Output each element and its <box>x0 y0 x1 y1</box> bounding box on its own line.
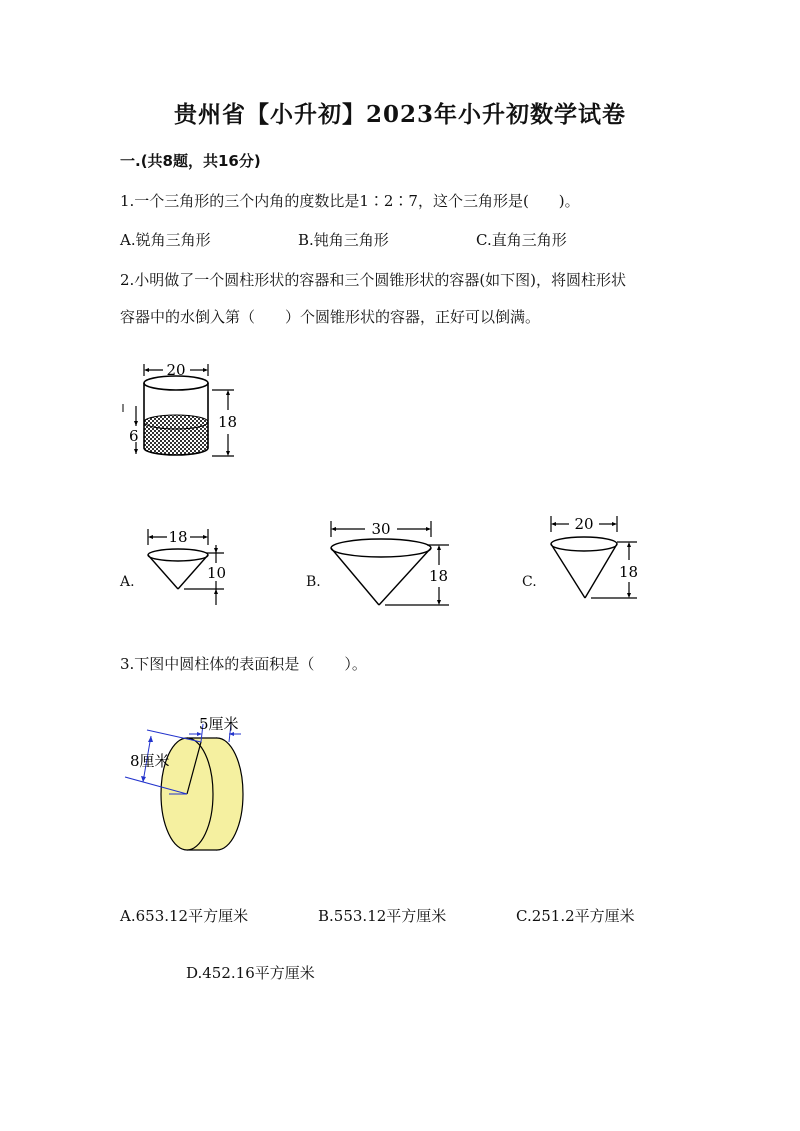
question-1-option-a[interactable]: A.锐角三角形 <box>120 231 211 249</box>
question-1-text: 1.一个三角形的三个内角的度数比是1∶2∶7，这个三角形是( )。 <box>120 192 580 210</box>
page-title: 贵州省【小升初】2023年小升初数学试卷 <box>173 101 626 128</box>
cone-c-label: C. <box>522 574 537 590</box>
thickness-label: 5厘米 <box>199 715 239 733</box>
cone-a-label: A. <box>120 574 135 590</box>
cylinder-height-label: 18 <box>218 413 238 431</box>
cone-a-figure <box>140 525 235 610</box>
question-3-option-c[interactable]: C.251.2平方厘米 <box>516 907 635 925</box>
cone-a-diameter: 18 <box>168 528 188 546</box>
cone-c-figure <box>545 512 645 607</box>
section-heading: 一.(共8题，共16分) <box>120 152 261 170</box>
disk-cylinder-figure <box>125 712 255 857</box>
cone-b-label: B. <box>306 574 321 590</box>
cone-b-figure <box>325 515 455 610</box>
question-3-option-d[interactable]: D.452.16平方厘米 <box>186 964 315 982</box>
cylinder-figure <box>120 360 240 465</box>
question-3-option-b[interactable]: B.553.12平方厘米 <box>318 907 447 925</box>
cone-a-height: 10 <box>207 564 227 582</box>
cylinder-diameter-label: 20 <box>166 361 186 379</box>
question-3-text: 3.下图中圆柱体的表面积是（ ）。 <box>120 655 367 673</box>
question-2-text-line1: 2.小明做了一个圆柱形状的容器和三个圆锥形状的容器(如下图)，将圆柱形状 <box>120 271 627 289</box>
cone-c-height: 18 <box>619 563 639 581</box>
question-1-option-c[interactable]: C.直角三角形 <box>476 231 567 249</box>
question-2-text-line2: 容器中的水倒入第（ ）个圆锥形状的容器，正好可以倒满。 <box>120 308 541 326</box>
radius-label: 8厘米 <box>130 752 170 770</box>
cone-b-diameter: 30 <box>371 520 391 538</box>
cylinder-water-label: 6 <box>129 427 139 445</box>
question-3-option-a[interactable]: A.653.12平方厘米 <box>120 907 249 925</box>
cone-b-height: 18 <box>429 567 449 585</box>
cone-c-diameter: 20 <box>574 515 594 533</box>
question-1-option-b[interactable]: B.钝角三角形 <box>298 231 389 249</box>
